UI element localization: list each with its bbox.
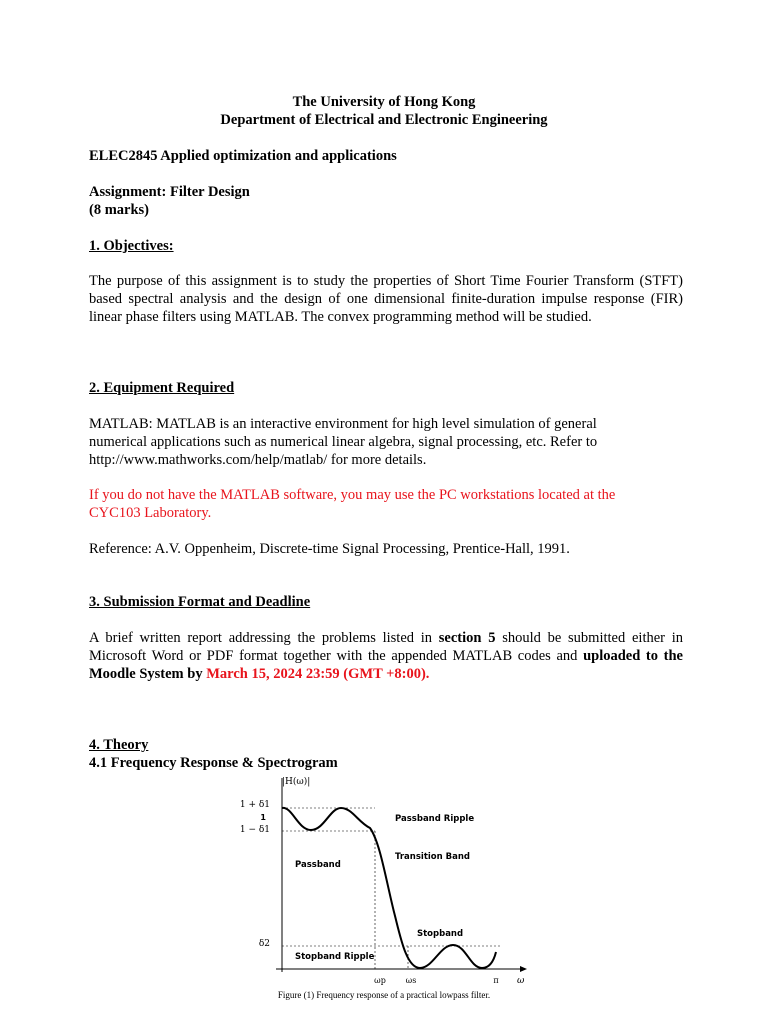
workstation-note: If you do not have the MATLAB software, you may use the PC workstations located at the CYC103 Laboratory.: [89, 487, 616, 521]
submission-paragraph: [89, 629, 683, 683]
figure-label-transition-band: Transition Band: [395, 852, 470, 862]
figure-tick-1-plus-delta1: 1 + δ1: [239, 800, 270, 810]
assignment-marks: (8 marks): [89, 202, 150, 218]
lowpass-filter-figure: [230, 770, 530, 990]
submission-text-1: A brief written report addressing the problems listed in: [89, 630, 439, 646]
figure-response-curve: [282, 808, 496, 968]
submission-deadline: March 15, 2024 23:59 (GMT +8:00).: [206, 666, 430, 682]
section-submission-heading: 3. Submission Format and Deadline: [89, 594, 311, 610]
assignment-title: Assignment: Filter Design: [89, 184, 250, 200]
figure-label-passband-ripple: Passband Ripple: [395, 814, 475, 824]
objectives-paragraph: The purpose of this assignment is to study the properties of Short Time Fourier Transform (STFT) based spectral analysis and the design of one dimensional finite-duration impulse response (FIR) linear phase filters using MATLAB. The convex programming method will be studied.: [89, 273, 683, 325]
submission-section-ref: section 5: [438, 630, 496, 646]
figure-y-label: |H(ω)|: [282, 777, 311, 787]
figure-label-stopband-ripple: Stopband Ripple: [295, 952, 375, 962]
figure-tick-wp: ωp: [374, 976, 386, 985]
matlab-paragraph: MATLAB: MATLAB is an interactive environment for high level simulation of general numerical applications such as numerical linear algebra, signal processing, etc. Refer to http://www.mathworks.com/help/matlab/ for more details.: [89, 416, 598, 468]
university-title: The University of Hong Kong: [292, 94, 476, 110]
section-equipment-heading: 2. Equipment Required: [89, 380, 235, 396]
course-title: ELEC2845 Applied optimization and applications: [89, 148, 397, 164]
figure-caption: Figure (1) Frequency response of a practical lowpass filter.: [277, 990, 491, 1000]
figure-tick-1: 1: [260, 813, 266, 822]
figure-x-label: ω: [517, 976, 525, 986]
section-objectives-heading: 1. Objectives:: [89, 238, 174, 254]
submission-text-2: should be submitted either in Microsoft Word or PDF format together with the appended MATLAB codes and: [89, 630, 684, 664]
department-title: Department of Electrical and Electronic Engineering: [220, 112, 548, 128]
figure-x-axis-arrow: [520, 966, 527, 972]
figure-label-stopband: Stopband: [417, 929, 464, 939]
reference-line: Reference: A.V. Oppenheim, Discrete-time Signal Processing, Prentice-Hall, 1991.: [89, 541, 570, 557]
frequency-response-subheading: 4.1 Frequency Response & Spectrogram: [89, 755, 338, 771]
figure-tick-pi: π: [493, 976, 499, 985]
section-theory-heading: 4. Theory: [89, 737, 149, 753]
figure-tick-delta2: δ2: [258, 939, 270, 949]
figure-tick-ws: ωs: [405, 976, 417, 985]
submission-upload-text: uploaded to the Moodle System by: [89, 648, 683, 682]
figure-tick-1-minus-delta1: 1 − δ1: [239, 825, 270, 835]
figure-label-passband: Passband: [295, 860, 341, 870]
